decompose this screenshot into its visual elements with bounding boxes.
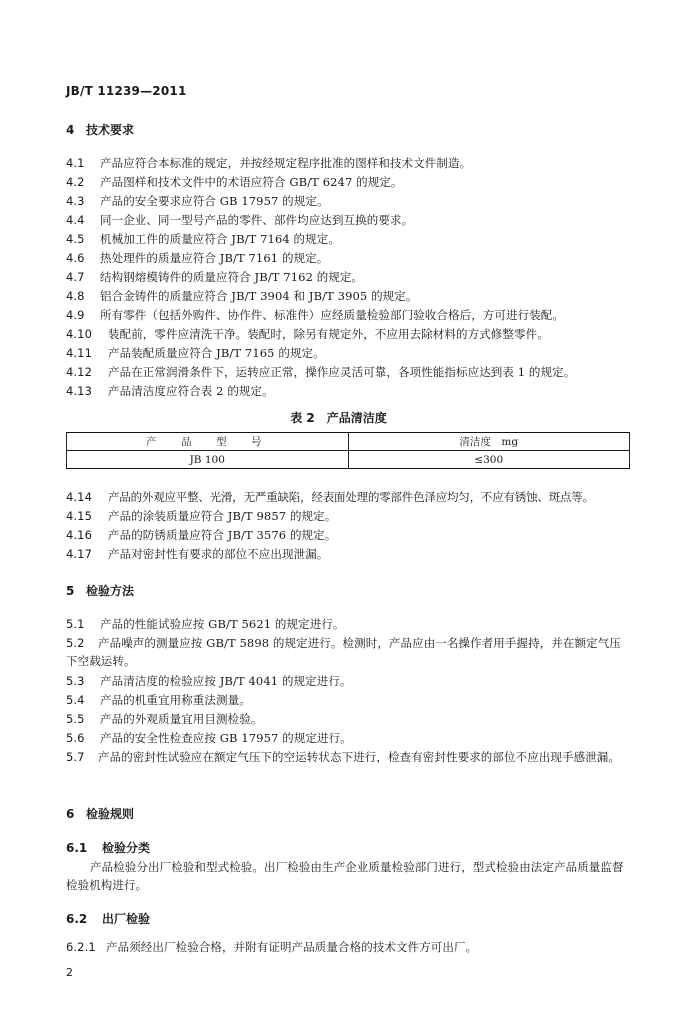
subsection-title: 检验分类 bbox=[102, 841, 151, 855]
clause-text: 产品清洁度应符合表 2 的规定。 bbox=[108, 384, 274, 398]
clause-number: 5.2 bbox=[66, 636, 85, 650]
clause-text: 产品应符合本标准的规定，并按经规定程序批准的图样和技术文件制造。 bbox=[100, 156, 472, 170]
clause-5-4 bbox=[66, 692, 251, 708]
clause-4-15 bbox=[66, 508, 336, 524]
clause-text: 产品的外观应平整、光滑，无严重缺陷，经表面处理的零部件色泽应均匀，不应有锈蚀、斑点等。 bbox=[108, 490, 594, 504]
clause-number: 5.4 bbox=[66, 693, 85, 707]
clause-4-5 bbox=[66, 231, 340, 247]
clause-4-17 bbox=[66, 546, 328, 562]
clause-text: 机械加工件的质量应符合 JB/T 7164 的规定。 bbox=[100, 232, 340, 246]
clause-number: 5.3 bbox=[66, 674, 85, 688]
clause-text: 产品的涂装质量应符合 JB/T 9857 的规定。 bbox=[108, 509, 337, 523]
clause-number: 4.11 bbox=[66, 346, 93, 360]
table-2-cleanliness bbox=[66, 432, 630, 469]
clause-5-1 bbox=[66, 616, 345, 632]
table-cell-model: JB 100 bbox=[67, 451, 349, 469]
clause-number: 4.14 bbox=[66, 490, 93, 504]
clause-text: 热处理件的质量应符合 JB/T 7161 的规定。 bbox=[100, 251, 329, 265]
clause-text: 产品的密封性试验应在额定气压下的空运转状态下进行，检查有密封性要求的部位不应出现手感泄漏。 bbox=[98, 750, 620, 764]
clause-4-2 bbox=[66, 174, 403, 190]
clause-4-13 bbox=[66, 383, 274, 399]
standard-number-header: JB/T 11239—2011 bbox=[66, 84, 187, 98]
clause-4-1 bbox=[66, 155, 471, 171]
section-title: 检验方法 bbox=[86, 584, 135, 598]
clause-number: 5.1 bbox=[66, 617, 85, 631]
paragraph-6-1: 产品检验分出厂检验和型式检验。出厂检验由生产企业质量检验部门进行，型式检验由法定产品质量监督检验机构进行。 bbox=[66, 860, 624, 892]
section-heading-4 bbox=[66, 121, 134, 138]
clause-text: 产品的安全要求应符合 GB 17957 的规定。 bbox=[100, 194, 329, 208]
clause-5-5 bbox=[66, 711, 262, 727]
clause-text: 所有零件（包括外购件、协作件、标准件）应经质量检验部门验收合格后，方可进行装配。 bbox=[100, 308, 564, 322]
clause-number: 4.9 bbox=[66, 308, 85, 322]
subsection-heading-6-1 bbox=[66, 839, 150, 856]
clause-number: 4.5 bbox=[66, 232, 85, 246]
clause-text: 产品噪声的测量应按 GB/T 5898 的规定进行。检测时，产品应由一名操作者用手握持，并在额定气压下空载运转。 bbox=[66, 636, 621, 668]
clause-6-2-1 bbox=[66, 939, 477, 955]
table-row bbox=[67, 451, 630, 469]
clause-text: 产品对密封性有要求的部位不应出现泄漏。 bbox=[108, 547, 329, 561]
clause-4-6 bbox=[66, 250, 328, 266]
clause-text: 产品在正常润滑条件下，运转应正常，操作应灵活可靠，各项性能指标应达到表 1 的规定。 bbox=[108, 365, 576, 379]
section-title: 检验规则 bbox=[86, 807, 135, 821]
page-number: 2 bbox=[66, 966, 73, 979]
clause-number: 4.12 bbox=[66, 365, 93, 379]
table-2-caption: 表 2 产品清洁度 bbox=[290, 411, 387, 425]
clause-text: 产品的性能试验应按 GB/T 5621 的规定进行。 bbox=[100, 617, 345, 631]
clause-text: 结构钢熔模铸件的质量应符合 JB/T 7162 的规定。 bbox=[100, 270, 364, 284]
clause-number: 4.10 bbox=[66, 327, 93, 341]
clause-number: 4.7 bbox=[66, 270, 85, 284]
clause-4-10 bbox=[66, 326, 549, 342]
clause-5-6 bbox=[66, 730, 352, 746]
section-heading-6 bbox=[66, 805, 134, 822]
clause-4-8 bbox=[66, 288, 417, 304]
clause-5-2 bbox=[66, 634, 632, 670]
section-title: 技术要求 bbox=[86, 123, 135, 137]
clause-5-3 bbox=[66, 673, 352, 689]
section-number: 4 bbox=[66, 123, 75, 137]
clause-text: 铝合金铸件的质量应符合 JB/T 3904 和 JB/T 3905 的规定。 bbox=[100, 289, 418, 303]
clause-number: 6.2.1 bbox=[66, 940, 96, 954]
clause-text: 装配前，零件应清洗干净。装配时，除另有规定外，不应用去除材料的方式修整零件。 bbox=[108, 327, 549, 341]
clause-number: 5.7 bbox=[66, 750, 85, 764]
clause-text: 产品的外观质量宜用目测检验。 bbox=[100, 712, 263, 726]
clause-4-12 bbox=[66, 364, 575, 380]
clause-number: 4.2 bbox=[66, 175, 85, 189]
table-cell-cleanliness: ≤300 bbox=[348, 451, 630, 469]
clause-number: 4.13 bbox=[66, 384, 93, 398]
clause-4-11 bbox=[66, 345, 325, 361]
clause-number: 4.4 bbox=[66, 213, 85, 227]
clause-text: 产品须经出厂检验合格，并附有证明产品质量合格的技术文件方可出厂。 bbox=[106, 940, 478, 954]
clause-number: 5.6 bbox=[66, 731, 85, 745]
section-number: 5 bbox=[66, 584, 75, 598]
clause-number: 4.17 bbox=[66, 547, 93, 561]
clause-text: 同一企业、同一型号产品的零件、部件均应达到互换的要求。 bbox=[100, 213, 414, 227]
clause-text: 产品清洁度的检验应按 JB/T 4041 的规定进行。 bbox=[100, 674, 352, 688]
clause-4-4 bbox=[66, 212, 413, 228]
clause-number: 4.3 bbox=[66, 194, 85, 208]
table-header-cleanliness: 清洁度 mg bbox=[348, 433, 630, 451]
clause-text: 产品图样和技术文件中的术语应符合 GB/T 6247 的规定。 bbox=[100, 175, 403, 189]
subsection-number: 6.1 bbox=[66, 841, 88, 855]
clause-number: 5.5 bbox=[66, 712, 85, 726]
clause-text: 产品的防锈质量应符合 JB/T 3576 的规定。 bbox=[108, 528, 337, 542]
section-heading-5 bbox=[66, 582, 134, 599]
clause-4-16 bbox=[66, 527, 336, 543]
clause-text: 产品的机重宜用称重法测量。 bbox=[100, 693, 251, 707]
section-number: 6 bbox=[66, 807, 75, 821]
clause-number: 4.8 bbox=[66, 289, 85, 303]
clause-5-7 bbox=[66, 748, 632, 766]
clause-4-9 bbox=[66, 307, 564, 323]
clause-4-14 bbox=[66, 489, 594, 505]
clause-text: 产品装配质量应符合 JB/T 7165 的规定。 bbox=[108, 346, 325, 360]
clause-text: 产品的安全性检查应按 GB 17957 的规定进行。 bbox=[100, 731, 352, 745]
subsection-title: 出厂检验 bbox=[102, 912, 151, 926]
subsection-number: 6.2 bbox=[66, 912, 88, 926]
table-header-model: 产 品 型 号 bbox=[67, 433, 349, 451]
clause-number: 4.1 bbox=[66, 156, 85, 170]
clause-number: 4.16 bbox=[66, 528, 93, 542]
clause-4-7 bbox=[66, 269, 363, 285]
clause-number: 4.15 bbox=[66, 509, 93, 523]
subsection-heading-6-2 bbox=[66, 910, 150, 927]
clause-number: 4.6 bbox=[66, 251, 85, 265]
clause-4-3 bbox=[66, 193, 329, 209]
table-header-row bbox=[67, 433, 630, 451]
